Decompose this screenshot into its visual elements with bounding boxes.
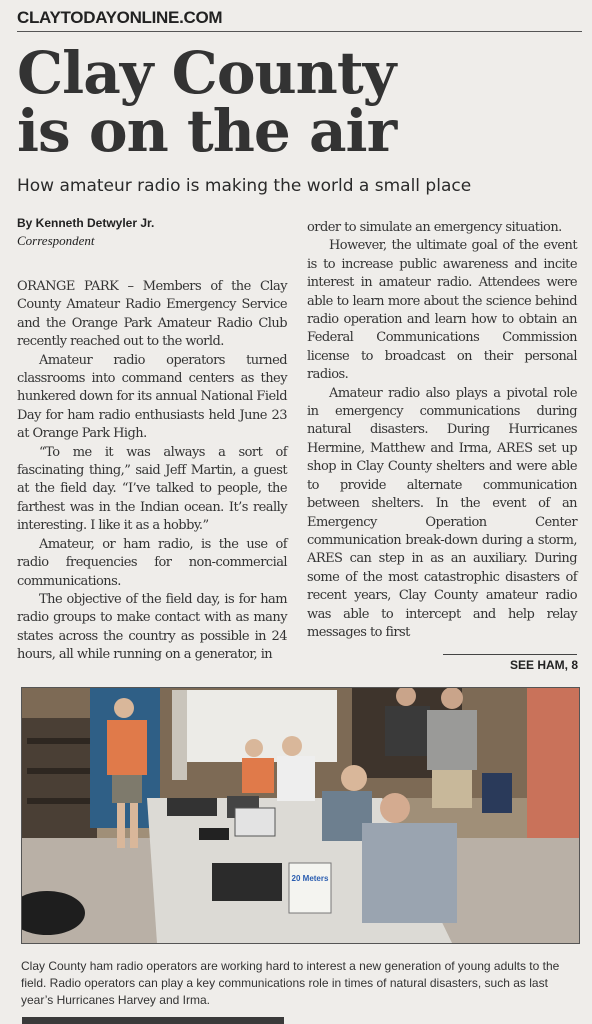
jump-rule	[443, 654, 577, 655]
subheadline: How amateur radio is making the world a small place	[17, 176, 472, 196]
article-paragraph: Amateur, or ham radio, is the use of radio frequencies for non-commercial communications.	[17, 536, 287, 589]
jump-link[interactable]: SEE HAM, 8	[509, 658, 578, 672]
article-paragraph: “To me it was always a sort of fascinating thing,” said Jeff Martin, a guest at the field day. “I’ve talked to people, the farthest was in the Indian ocean. It’s really interesting. I like it as a hobby.”	[17, 444, 287, 534]
article-paragraph: Amateur radio also plays a pivotal role in emergency communications during natural disasters. During Hurricanes Hermine, Matthew and Irma, ARES set up shop in Clay County shelters and were able to provide alternate communication between shelters. In the event of an Emergency Operation Center communication break-down during a storm, ARES can step in as an auxiliary. During some of the most catastrophic disasters of recent years, Clay County amateur radio was able to intercept and help relay messages to first	[307, 385, 577, 640]
headline	[17, 39, 577, 165]
site-url: CLAYTODAYONLINE.COM	[17, 8, 223, 27]
bottom-bar	[22, 1017, 284, 1024]
photo-illustration	[22, 688, 579, 943]
article-photo	[21, 687, 580, 944]
article-paragraph-continued: order to simulate an emergency situation.	[307, 220, 562, 235]
article-paragraph: The objective of the field day, is for ham radio groups to make contact with as many states across the country as possible in 24 hours, all while running on a generator, in	[17, 591, 287, 663]
article-paragraph: However, the ultimate goal of the event is to increase public awareness and incite interest in amateur radio. Attendees were able to learn more about the science behind radio operation and learn how to obtain an Federal Communications Commission license to broadcast on their personal radios.	[307, 238, 577, 383]
headline-line-1: Clay County	[17, 39, 396, 107]
article-paragraph: ORANGE PARK – Members of the Clay County Amateur Radio Emergency Service and the Orange Park Amateur Radio Club recently reached out to the world.	[17, 279, 287, 350]
author-role: Correspondent	[17, 233, 95, 248]
headline-line-2: is on the air	[17, 97, 397, 165]
article-column-1	[17, 278, 287, 665]
photo-caption: Clay County ham radio operators are working hard to interest a new generation of young adults to the field. Radio operators can play a key communications role in times of natural disasters, such as last year’s Hurricanes Harvey and Irma.	[21, 959, 560, 1007]
byline: By Kenneth Detwyler Jr.	[17, 216, 155, 230]
article-column-2	[307, 219, 577, 642]
header-rule	[17, 31, 582, 32]
photo-sign-text: 20 Meters	[291, 874, 329, 883]
article-paragraph: Amateur radio operators turned classrooms into command centers as they hunkered down for its annual National Field Day for ham radio enthusiasts held June 23 at Orange Park High.	[17, 352, 287, 442]
